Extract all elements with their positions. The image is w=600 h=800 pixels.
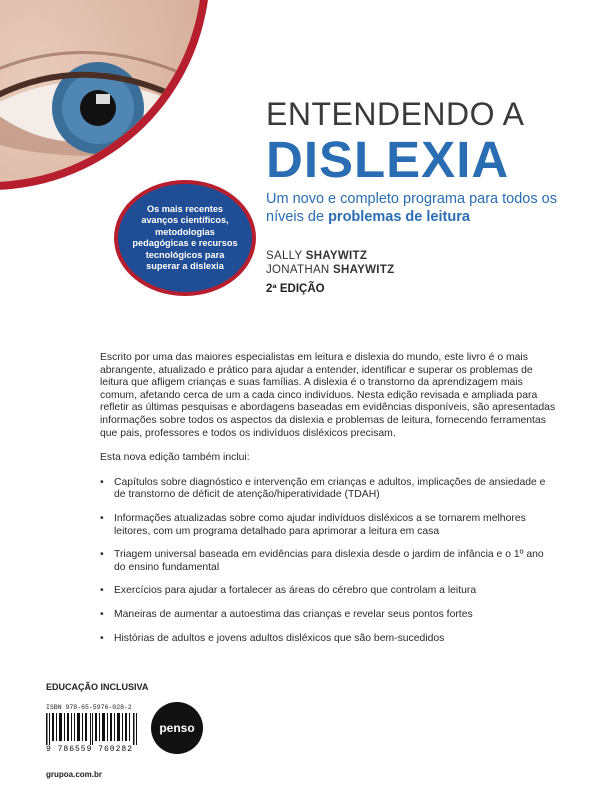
- list-item: • Exercícios para ajudar a fortalecer as áreas do cérebro que controlam a leitura: [100, 585, 556, 598]
- edition-label: 2ª EDIÇÃO: [266, 283, 325, 295]
- publisher-logo: penso: [151, 702, 203, 754]
- barcode-number: 9 786559 760282: [46, 745, 134, 754]
- author-2: [266, 264, 394, 276]
- website-text: grupoa.com.br: [46, 770, 103, 779]
- title-line-1: ENTENDENDO A: [266, 96, 525, 132]
- subtitle-bold: problemas de leitura: [328, 209, 470, 225]
- list-item: • Informações atualizadas sobre como ajudar indivíduos disléxicos a se tornarem melhores leitores, com um programa detalhado para aprimorar a leitura em casa: [100, 513, 556, 538]
- category-label: EDUCAÇÃO INCLUSIVA: [46, 682, 149, 692]
- description-paragraph: Escrito por uma das maiores especialistas em leitura e dislexia do mundo, este livro é o mais abrangente, atualizado e prático para ajudar a entender, identificar e superar os problemas de leitura que afligem crianças e suas famílias. A dislexia é o transtorno da aprendizagem mais comum, afetando cerca de um a cada cinco indivíduos. Nesta edição revisada e ampliada para refletir as últimas pesquisas e abordagens baseadas em evidências disponíveis, são apresentadas informações sobre todos os aspectos da dislexia e problemas de leitura, fornecendo ferramentas que pais, professores e todos os indivíduos disléxicos precisam.: [100, 352, 556, 439]
- author-first: JONATHAN: [266, 264, 334, 276]
- list-item: • Maneiras de aumentar a autoestima das crianças e revelar seus pontos fortes: [100, 609, 556, 622]
- barcode: [46, 713, 138, 745]
- title-line-2: DISLEXIA: [266, 131, 510, 188]
- eye-photo: [0, 0, 202, 182]
- eye-illustration: [0, 0, 202, 182]
- isbn-text: ISBN 978-65-5976-028-2: [46, 704, 132, 711]
- feature-badge: [114, 180, 256, 296]
- author-1: [266, 250, 367, 262]
- list-item: • Triagem universal baseada em evidências para dislexia desde o jardim de infância e o 1º ano do ensino fundamental: [100, 549, 556, 574]
- list-item: • Histórias de adultos e jovens adultos disléxicos que são bem-sucedidos: [100, 633, 556, 646]
- includes-heading: Esta nova edição também inclui:: [100, 452, 250, 464]
- author-last: SHAYWITZ: [333, 264, 395, 276]
- author-first: SALLY: [266, 250, 306, 262]
- subtitle: [266, 190, 566, 226]
- includes-list: [100, 477, 556, 645]
- badge-text: Os mais recentes avanços científicos, metodologias pedagógicas e recursos tecnológicos para superar a dislexia: [132, 203, 238, 271]
- eye-photo-circle: [0, 0, 210, 190]
- list-item: • Capítulos sobre diagnóstico e intervenção em crianças e adultos, implicações de ansiedade e de transtorno de déficit de atenção/hiperatividade (TDAH): [100, 477, 556, 502]
- subtitle-plain: Um novo e completo programa para todos os níveis de: [266, 191, 557, 225]
- author-last: SHAYWITZ: [305, 250, 368, 262]
- back-cover-text: [100, 352, 556, 656]
